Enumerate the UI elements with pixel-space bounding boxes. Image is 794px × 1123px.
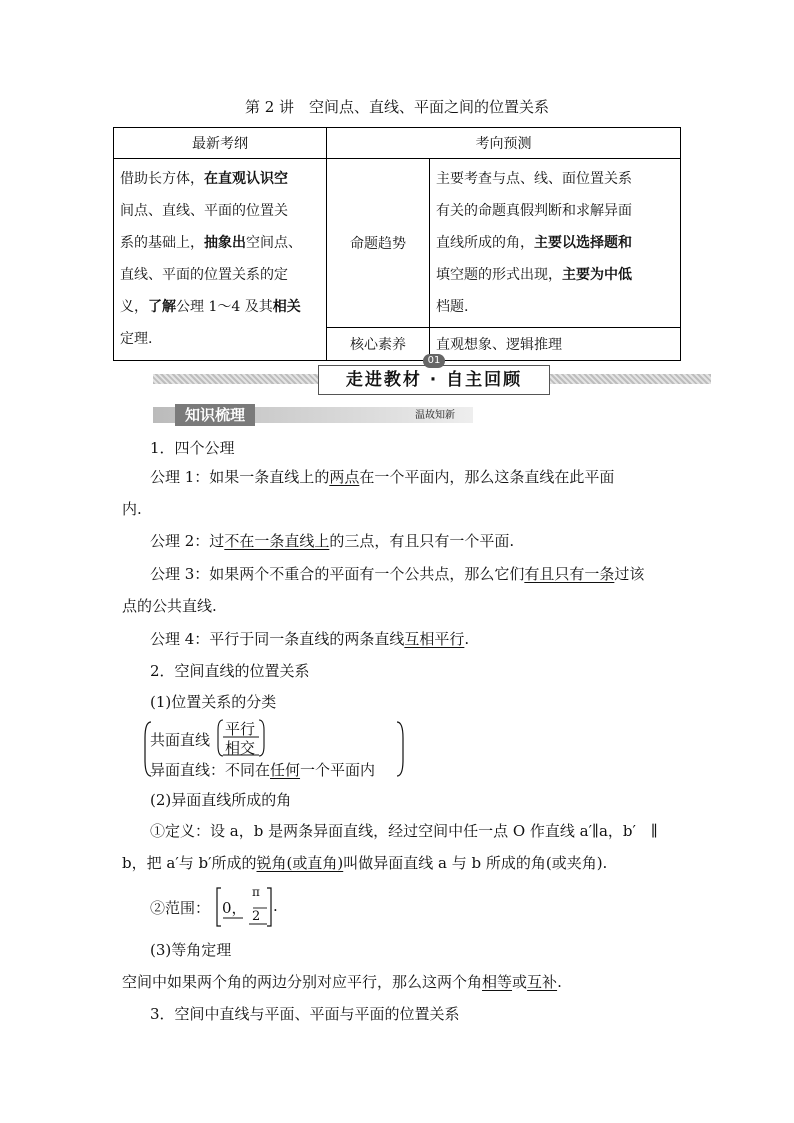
parallel-label: 平行: [225, 720, 256, 738]
definition: ①定义：设 a，b 是两条异面直线，经过空间中任一点 O 作直线 a′∥a，b′ ∥: [150, 822, 658, 840]
s1-title: 1．四个公理: [150, 439, 235, 457]
syllabus-text: 借助长方体，在直观认识空 间点、直线、平面的位置关 系的基础上，抽象出空间点、 直线、平面的位置关系的定 义，了解公理 1～4 及其相关 定理.: [114, 159, 327, 361]
axiom-2: 公理 2：过不在一条直线上的三点，有且只有一个平面.: [150, 532, 515, 550]
s2-3: (3)等角定理: [150, 941, 232, 959]
chapter-banner: 走进教材 · 自主回顾: [318, 365, 550, 395]
section-tag: 知识梳理: [175, 404, 255, 426]
skew-label: 异面直线：不同在任何一个平面内: [150, 761, 376, 779]
s2-2: (2)异面直线所成的角: [150, 791, 292, 809]
header-syllabus: 最新考纲: [114, 128, 327, 159]
range-zero: 0，: [222, 899, 247, 917]
syllabus-table: [113, 127, 681, 361]
s3-title: 3．空间中直线与平面、平面与平面的位置关系: [150, 1005, 460, 1023]
trend-label: 命题趋势: [327, 159, 430, 328]
literacy-label: 核心素养: [327, 328, 430, 361]
section-subtitle: 温故知新: [415, 410, 455, 421]
axiom-1: 公理 1：如果一条直线上的两点在一个平面内，那么这条直线在此平面: [150, 468, 615, 486]
axiom-4: 公理 4：平行于同一条直线的两条直线互相平行.: [150, 630, 470, 648]
axiom-1-cont: 内.: [122, 500, 142, 518]
literacy-text: 直观想象、逻辑推理: [430, 328, 681, 361]
banner-number: 01: [423, 354, 445, 368]
intersect-label: 相交: [225, 739, 256, 757]
definition-cont: b，把 a′与 b′所成的锐角(或直角)叫做异面直线 a 与 b 所成的角(或夹角).: [122, 854, 608, 872]
axiom-3-cont: 点的公共直线.: [122, 597, 217, 615]
coplanar-label: 共面直线: [150, 731, 211, 749]
equal-angle-theorem: 空间中如果两个角的两边分别对应平行，那么这两个角相等或互补.: [122, 973, 562, 991]
range-end: .: [273, 897, 278, 915]
s2-title: 2．空间直线的位置关系: [150, 662, 310, 680]
range-num: π: [252, 885, 260, 899]
banner-stripe-right: [548, 374, 711, 384]
axiom-3: 公理 3：如果两个不重合的平面有一个公共点，那么它们有且只有一条过该: [150, 565, 645, 583]
page-title: 第 2 讲 空间点、直线、平面之间的位置关系: [244, 98, 550, 116]
range-label: ②范围：: [150, 899, 211, 917]
banner-stripe-left: [153, 374, 318, 384]
s2-1: (1)位置关系的分类: [150, 693, 277, 711]
trend-text: 主要考查与点、线、面位置关系 有关的命题真假判断和求解异面 直线所成的角，主要以选择题和 填空题的形式出现，主要为中低 档题.: [430, 159, 681, 328]
range-den: 2: [252, 909, 261, 924]
header-forecast: 考向预测: [327, 128, 681, 159]
